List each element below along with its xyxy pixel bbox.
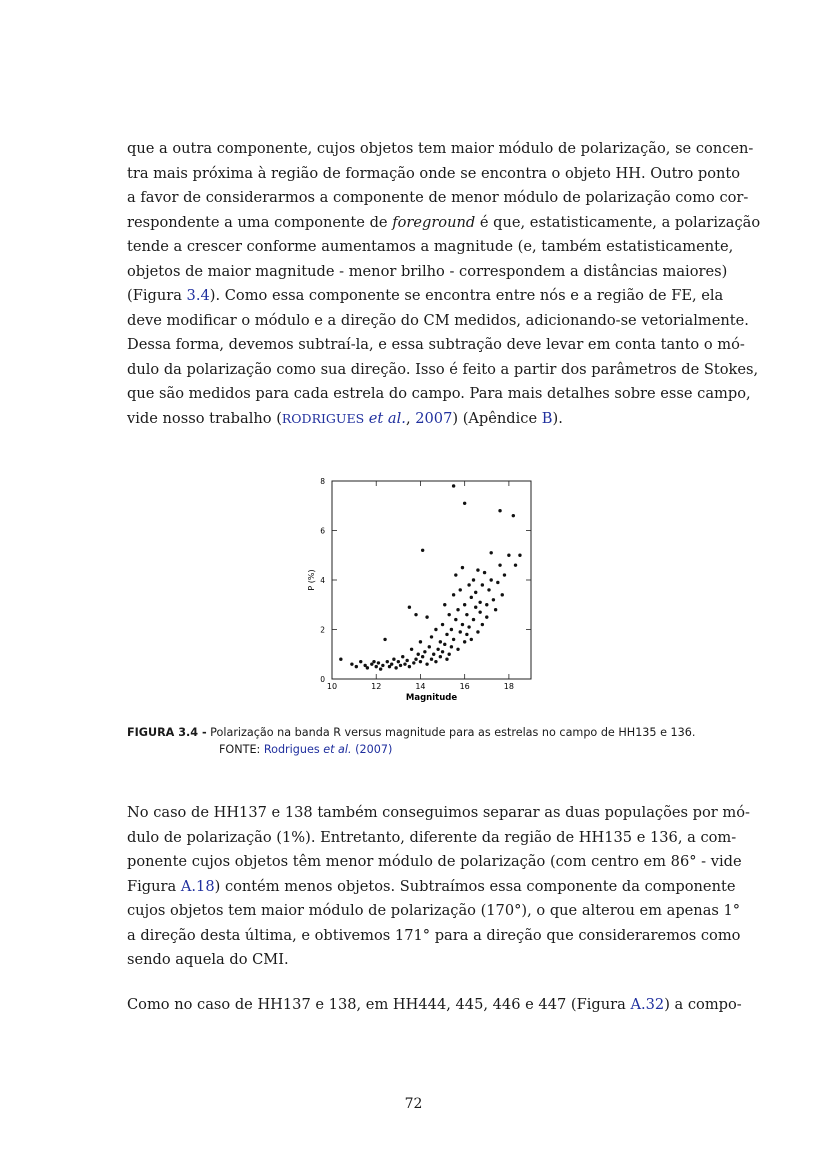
text-fragment: ). Como essa componente se encontra entre nós e a região de FE, ela [209,287,724,304]
data-point [447,653,450,656]
data-point [432,653,435,656]
text-line: dulo da polarização como sua direção. Isso é feito a partir dos parâmetros de Stokes, [127,360,759,378]
data-point [425,662,428,665]
data-point [487,588,490,591]
text-fragment: é que, estatisticamente, a polarização [475,213,761,231]
data-point [456,648,459,651]
data-point [390,662,393,665]
data-point [470,638,473,641]
data-point [512,514,515,517]
data-point [485,615,488,618]
text-line: deve modificar o módulo e a direção do CM medidos, adicionando-se vetorialmente. [127,311,749,329]
data-point [496,581,499,584]
data-point [366,666,369,669]
x-tick-label: 12 [371,682,382,691]
data-point [518,554,521,557]
y-tick-label: 6 [320,526,325,536]
text-fragment: ) (Apêndice [452,409,542,427]
caption-source-prefix: FONTE: [219,743,264,756]
data-point [474,591,477,594]
data-point [463,502,466,505]
data-points [339,484,521,671]
caption-label: FIGURA 3.4 - [127,726,207,739]
figure-reference-link[interactable]: A.32 [630,996,665,1013]
data-point [447,613,450,616]
text-line: a direção desta última, e obtivemos 171° para a direção que consideraremos como [127,926,741,944]
data-point [459,630,462,633]
data-point [494,608,497,611]
data-point [445,658,448,661]
text-line: No caso de HH137 e 138 também conseguimos separar as duas populações por mó- [127,804,750,821]
data-point [485,603,488,606]
y-tick-label: 2 [320,625,325,635]
data-point [498,509,501,512]
data-point [408,665,411,668]
text-line: que a outra componente, cujos objetos tem maior módulo de polarização, se concen- [127,140,754,157]
data-point [359,660,362,663]
data-point [377,661,380,664]
data-point [434,660,437,663]
data-point [419,640,422,643]
text-fragment: (Figura [127,287,187,304]
data-point [490,578,493,581]
citation-etal-link[interactable]: et al. [368,409,406,427]
data-point [465,633,468,636]
body-paragraph-1 [127,137,761,431]
data-point [403,662,406,665]
caption-source-author-link[interactable]: Rodrigues [263,743,324,756]
body-paragraph-3 [127,993,742,1018]
x-tick-label: 10 [326,682,338,691]
data-point [399,664,402,667]
data-point [401,655,404,658]
data-point [419,660,422,663]
y-tick-label: 8 [320,477,325,486]
data-point [405,659,408,662]
data-point [412,661,415,664]
text-line: tra mais próxima à região de formação onde se encontra o objeto HH. Outro ponto [127,164,741,182]
data-point [507,554,510,557]
text-line: cujos objetos tem maior módulo de polarização (170°), o que alterou em apenas 1° [127,902,741,919]
caption-text: Polarização na banda R versus magnitude para as estrelas no campo de HH135 e 136. [206,726,696,739]
figure-reference-link[interactable]: A.18 [180,877,215,895]
text-fragment: vide nosso trabalho ( [127,409,282,427]
x-axis-label: Magnitude [405,693,458,703]
text-fragment: respondente a uma componente de [127,213,393,231]
scatter-chart [303,474,543,706]
data-point [428,645,431,648]
data-point [481,623,484,626]
appendix-reference-link[interactable]: B [541,409,553,427]
data-point [430,635,433,638]
data-point [454,573,457,576]
citation-year-link[interactable]: 2007 [415,409,453,427]
data-point [421,655,424,658]
data-point [452,484,455,487]
emphasized-term: foreground [392,213,476,231]
data-point [490,551,493,554]
text-fragment: , [405,409,416,427]
data-point [463,640,466,643]
data-point [386,660,389,663]
text-fragment: Figura [127,877,181,895]
text-fragment: ). [552,409,563,427]
data-point [472,578,475,581]
data-point [339,658,342,661]
data-point [450,645,453,648]
data-point [476,630,479,633]
data-point [503,573,506,576]
data-point [381,664,384,667]
y-tick-label: 4 [320,576,325,585]
data-point [467,625,470,628]
data-point [414,613,417,616]
data-point [392,658,395,661]
data-point [397,660,400,663]
data-point [498,563,501,566]
data-point [481,583,484,586]
figure-3-4-scatter-plot [303,474,543,706]
data-point [414,658,417,661]
data-point [434,628,437,631]
data-point [441,623,444,626]
page-number: 72 [404,1096,423,1112]
data-point [443,603,446,606]
text-line: objetos de maior magnitude - menor brilho - correspondem a distâncias maiores) [127,262,728,280]
data-point [463,603,466,606]
text-line: dulo de polarização (1%). Entretanto, diferente da região de HH135 e 136, a com- [127,828,737,846]
data-point [461,566,464,569]
data-point [476,568,479,571]
text-line [127,407,717,432]
data-point [450,628,453,631]
figure-reference-link[interactable]: 3.4 [186,287,210,304]
data-point [474,606,477,609]
data-point [372,660,375,663]
data-point [459,588,462,591]
text-line: ponente cujos objetos têm menor módulo de polarização (com centro em 86° - vide [127,853,742,870]
data-point [423,650,426,653]
data-point [439,640,442,643]
data-point [439,655,442,658]
data-point [472,618,475,621]
citation-author-link[interactable]: RODRIGUES [281,410,365,426]
data-point [454,618,457,621]
text-fragment: ) contém menos objetos. Subtraímos essa componente da componente [214,877,736,895]
text-line [127,993,742,1018]
data-point [410,648,413,651]
data-point [452,593,455,596]
x-tick-label: 18 [503,682,514,691]
text-line [127,211,761,236]
data-point [443,643,446,646]
data-point [436,648,439,651]
text-line: a favor de considerarmos a componente de menor módulo de polarização como cor- [127,189,749,206]
y-tick-label: 0 [320,675,325,684]
data-point [350,662,353,665]
data-point [514,563,517,566]
text-line [127,875,736,900]
data-point [441,650,444,653]
text-line [127,284,724,309]
data-point [452,638,455,641]
text-fragment: Como no caso de HH137 e 138, em HH444, 445, 446 e 447 (Figura [127,996,631,1013]
y-axis-label: P (%) [307,569,316,591]
data-point [417,653,420,656]
data-point [467,583,470,586]
caption-source-year-link[interactable]: (2007) [351,743,393,756]
data-point [461,623,464,626]
x-tick-label: 16 [459,682,470,691]
text-line: sendo aquela do CMI. [127,951,289,968]
data-point [501,593,504,596]
data-point [425,615,428,618]
text-line: Dessa forma, devemos subtraí-la, e essa subtração deve levar em conta tanto o mó- [127,336,745,353]
data-point [478,610,481,613]
body-paragraph-2 [127,801,750,973]
data-point [355,665,358,668]
data-point [465,613,468,616]
data-point [478,601,481,604]
data-point [375,665,378,668]
text-line: que são medidos para cada estrela do campo. Para mais detalhes sobre esse campo, [127,385,751,402]
data-point [483,571,486,574]
data-point [492,598,495,601]
data-point [421,549,424,552]
data-point [408,606,411,609]
data-point [470,596,473,599]
figure-caption [127,724,719,758]
text-line: tende a crescer conforme aumentamos a magnitude (e, também estatisticamente, [127,238,734,255]
x-tick-label: 14 [415,682,426,691]
data-point [379,667,382,670]
data-point [445,633,448,636]
data-point [430,658,433,661]
caption-source [127,741,719,758]
data-point [394,666,397,669]
caption-source-etal-link[interactable]: et al. [323,743,352,756]
data-point [456,608,459,611]
text-fragment: ) a compo- [664,996,742,1013]
data-point [383,638,386,641]
